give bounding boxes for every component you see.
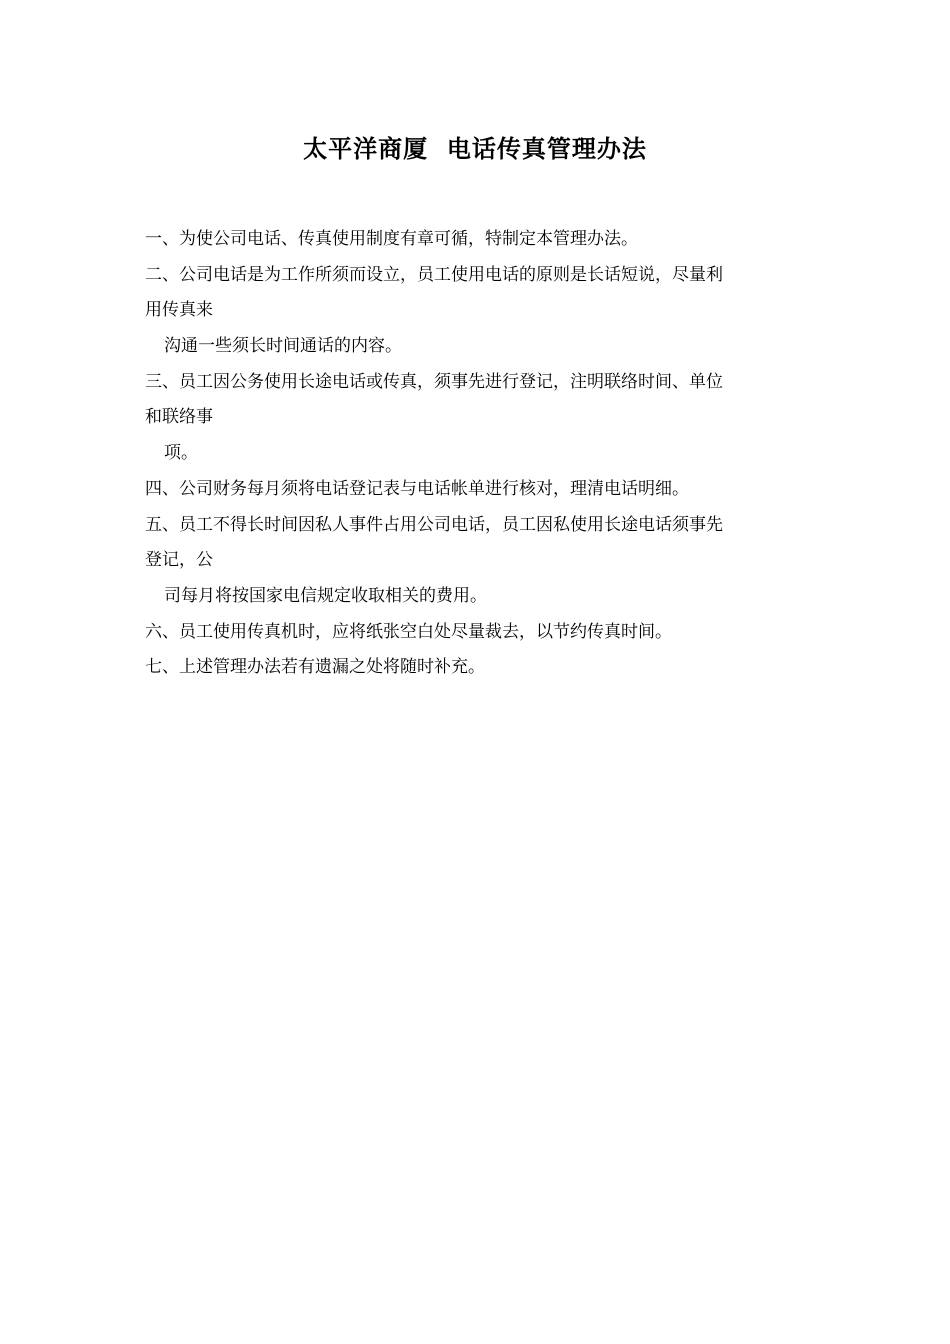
clause-2-line-2: 用传真来	[145, 300, 213, 321]
clause-5-line-3: 司每月将按国家电信规定收取相关的费用。	[164, 585, 487, 606]
clause-3-line-1: 三、员工因公务使用长途电话或传真，须事先进行登记，注明联络时间、单位	[145, 371, 723, 392]
clause-2-line-3: 沟通一些须长时间通话的内容。	[164, 336, 402, 357]
clause-2-line-1: 二、公司电话是为工作所须而设立，员工使用电话的原则是长话短说，尽量利	[145, 264, 723, 285]
clause-3-line-3: 项。	[164, 443, 198, 464]
document-title: 太平洋商厦 电话传真管理办法	[303, 134, 647, 163]
clause-3-line-2: 和联络事	[145, 407, 213, 428]
document-body	[145, 222, 825, 686]
clause-4-line: 四、公司财务每月须将电话登记表与电话帐单进行核对，理清电话明细。	[145, 478, 689, 499]
clause-5-line-2: 登记，公	[145, 550, 213, 571]
clause-1-line: 一、为使公司电话、传真使用制度有章可循，特制定本管理办法。	[145, 229, 638, 249]
clause-7-line: 七、上述管理办法若有遗漏之处将随时补充。	[145, 657, 485, 678]
clause-5-line-1: 五、员工不得长时间因私人事件占用公司电话，员工因私使用长途电话须事先	[145, 514, 723, 535]
clause-6-line: 六、员工使用传真机时，应将纸张空白处尽量裁去，以节约传真时间。	[145, 621, 672, 642]
